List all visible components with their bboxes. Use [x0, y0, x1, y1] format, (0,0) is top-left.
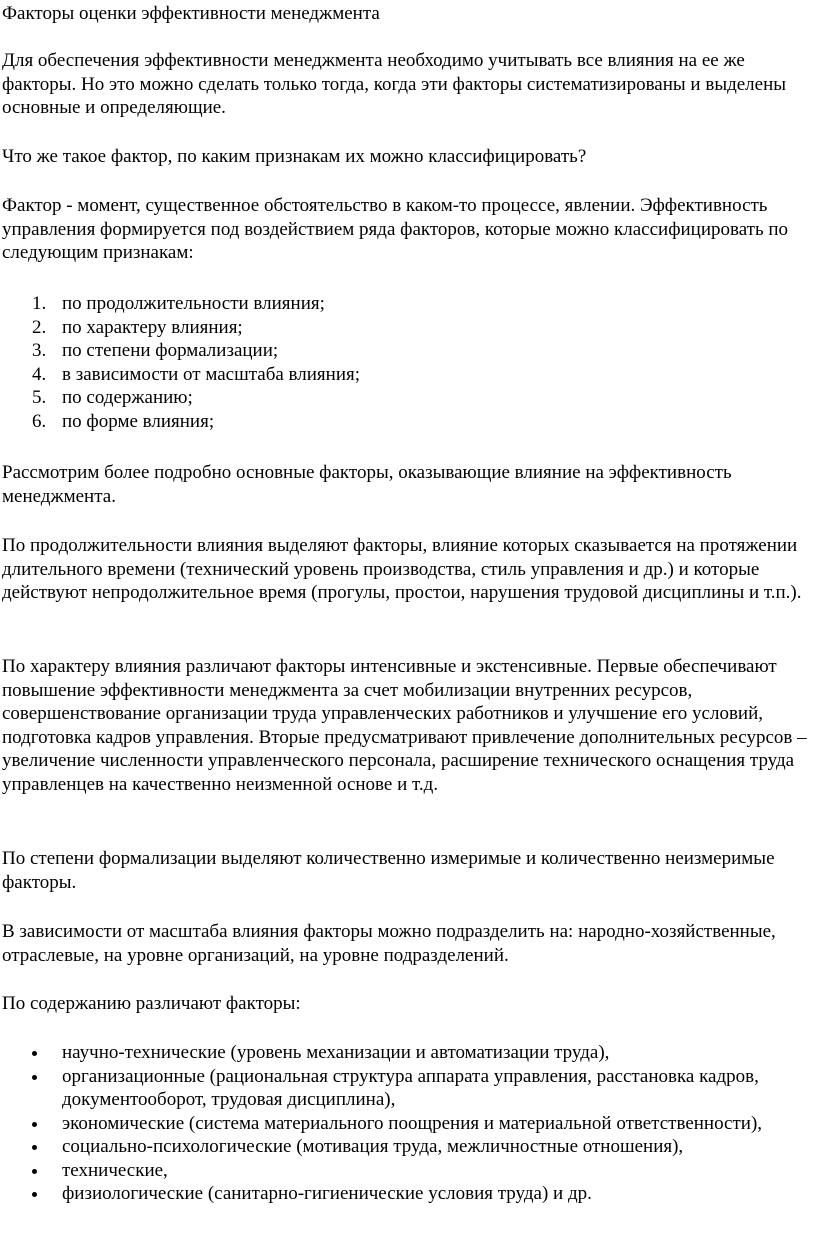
list-item-text: физиологические (санитарно-гигиенические условия труда) и др. — [62, 1183, 592, 1204]
paragraph-intro: Для обеспечения эффективности менеджмента необходимо учитывать все влияния на ее же факторы. Но это можно сделать только тогда, когда эти факторы систематизированы и выделены основные и определяющие. — [2, 50, 787, 118]
list-item-text: по продолжительности влияния; — [62, 293, 325, 314]
paragraph-scale: В зависимости от масштаба влияния факторы можно подразделить на: народно-хозяйственные, отраслевые, на уровне организаций, на уровне подразделений. — [2, 921, 776, 966]
paragraph-content: По содержанию различают факторы: — [2, 993, 301, 1014]
bullet-icon — [32, 1169, 37, 1174]
paragraph-duration: По продолжительности влияния выделяют факторы, влияние которых сказывается на протяжении длительного времени (технический уровень производства, стиль управления и др.) и которые действуют непродолжительное время (прогулы, простои, нарушения трудовой дисциплины и т.п.). — [2, 535, 802, 603]
list-item-text: социально-психологические (мотивация труда, межличностные отношения), — [62, 1136, 684, 1157]
document-title: Факторы оценки эффективности менеджмента — [2, 3, 380, 24]
list-item-text: технические, — [62, 1159, 168, 1181]
list-number: 4. — [32, 363, 47, 385]
list-item — [2, 1182, 814, 1206]
list-item — [2, 410, 814, 434]
criteria-list — [2, 292, 814, 433]
bullet-icon — [32, 1075, 37, 1080]
list-item-text: по характеру влияния; — [62, 316, 243, 338]
list-number: 3. — [32, 340, 47, 361]
list-item-text: в зависимости от масштаба влияния; — [62, 363, 361, 385]
list-item — [2, 1112, 814, 1136]
list-item-text: по форме влияния; — [62, 410, 215, 432]
list-item — [2, 1065, 814, 1112]
paragraph-character: По характеру влияния различают факторы интенсивные и экстенсивные. Первые обеспечивают повышение эффективности менеджмента за счет мобилизации внутренних ресурсов, совершенствование организации труда управленческих работников и улучшение его условий, подготовка кадров управления. Вторые предусматривают привлечение дополнительных ресурсов – увеличение численности управленческого персонала, расширение технического оснащения труда управленцев на качественно неизменной основе и т.д. — [2, 656, 807, 795]
paragraph-factor-definition: Фактор - момент, существенное обстоятельство в каком-то процессе, явлении. Эффективность управления формируется под воздействием ряда факторов, которые можно классифицировать по следующим признакам: — [2, 195, 789, 263]
list-item-text: организационные (рациональная структура аппарата управления, расстановка кадров, документооборот, трудовая дисциплина), — [62, 1065, 759, 1110]
bullet-icon — [32, 1192, 37, 1197]
list-item-text: по содержанию; — [62, 387, 193, 408]
list-item — [2, 292, 814, 316]
list-item-text: по степени формализации; — [62, 340, 279, 361]
list-item — [2, 1135, 814, 1159]
list-item — [2, 339, 814, 363]
list-number: 5. — [32, 387, 47, 408]
list-number: 2. — [32, 316, 47, 338]
content-factors-list — [2, 1041, 814, 1206]
list-item — [2, 316, 814, 340]
bullet-icon — [32, 1122, 37, 1127]
list-number: 6. — [32, 410, 47, 432]
paragraph-overview: Рассмотрим более подробно основные факторы, оказывающие влияние на эффективность менеджмента. — [2, 462, 732, 507]
bullet-icon — [32, 1145, 37, 1150]
list-item — [2, 1159, 814, 1183]
list-item — [2, 386, 814, 410]
bullet-icon — [32, 1051, 37, 1056]
list-item-text: научно-технические (уровень механизации и автоматизации труда), — [62, 1042, 610, 1063]
list-item-text: экономические (система материального поощрения и материальной ответственности), — [62, 1112, 763, 1134]
list-item — [2, 1041, 814, 1065]
list-item — [2, 363, 814, 387]
list-number: 1. — [32, 293, 47, 314]
paragraph-formalization: По степени формализации выделяют количественно измеримые и количественно неизмеримые факторы. — [2, 848, 775, 893]
paragraph-question: Что же такое фактор, по каким признакам их можно классифицировать? — [2, 146, 587, 167]
